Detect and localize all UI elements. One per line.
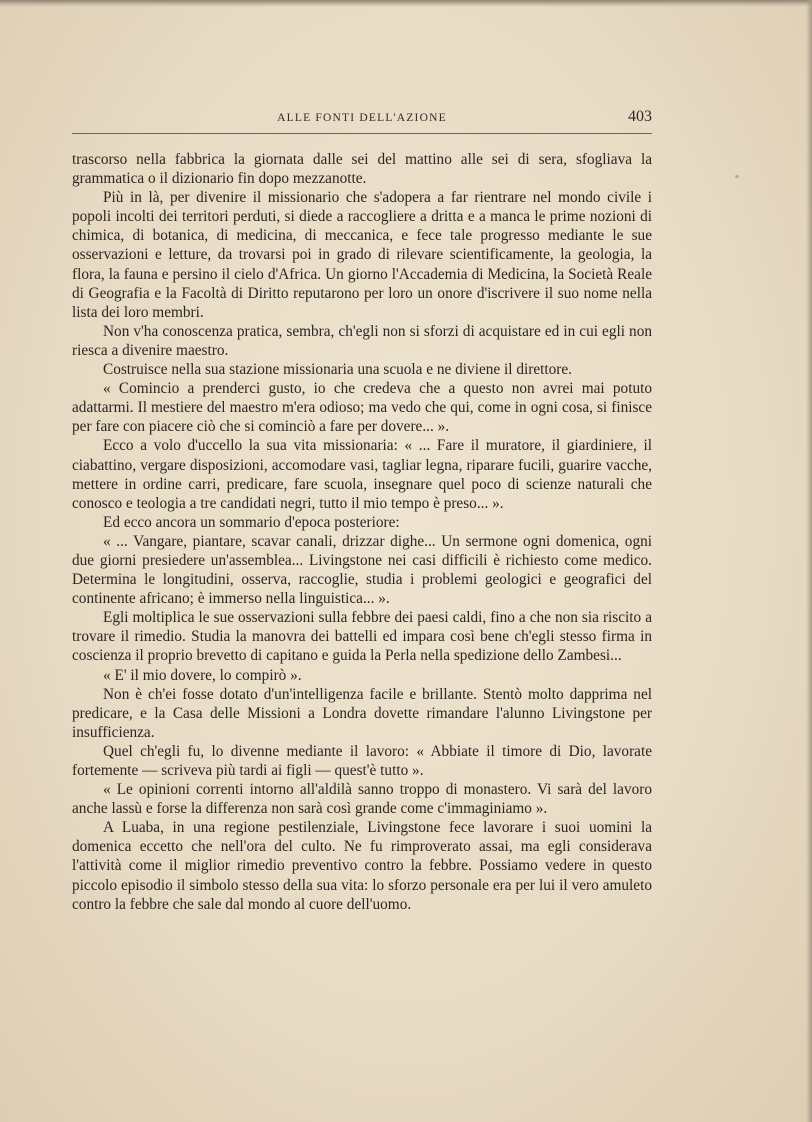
body-text (72, 150, 652, 914)
page-right-edge (806, 0, 812, 1122)
header-rule (72, 133, 652, 134)
paragraph: Ecco a volo d'uccello la sua vita missionaria: « ... Fare il muratore, il giardiniere, il ciabattino, vergare disposizioni, accomodare vasi, tagliar legna, riparare fucili, guarire vacche, mettere in ordine carri, predicare, fare scuola, insegnare quel poco di scienze naturali che conosco e teologia a tre candidati negri, tutto il mio tempo è preso... ». (72, 437, 652, 512)
page-header (72, 108, 652, 130)
paragraph: Costruisce nella sua stazione missionaria una scuola e ne diviene il direttore. (103, 361, 572, 379)
page-top-edge (0, 0, 812, 7)
paragraph: « E' il mio dovere, lo compirò ». (103, 666, 302, 684)
paragraph: Egli moltiplica le sue osservazioni sulla febbre dei paesi caldi, fino a che non sia riscito a trovare il rimedio. Studia la manovra dei battelli ed impara così bene ch'egli stesso firma in coscienza il proprio brevetto di capitano e guida la Perla nella spedizione dello Zambesi... (72, 609, 652, 665)
paragraph: trascorso nella fabbrica la giornata dalle sei del mattino alle sei di sera, sfogliava la grammatica o il dizionario fin dopo mezzanotte. (72, 151, 652, 188)
paragraph: « Le opinioni correnti intorno all'aldilà sanno troppo di monastero. Vi sarà del lavoro anche lassù e forse la differenza non sarà così grande come c'immaginiamo ». (72, 781, 652, 818)
paragraph: Non v'ha conoscenza pratica, sembra, ch'egli non si sforzi di acquistare ed in cui egli non riesca a divenire maestro. (72, 322, 652, 359)
page-number: 403 (628, 108, 652, 125)
paragraph: « ... Vangare, piantare, scavar canali, drizzar dighe... Un sermone ogni domenica, ogni due giorni presiedere un'assemblea... Livingstone nei casi difficili è richiesto come medico. Determina le longitudini, osserva, raccoglie, studia i problemi geologici e geografici del continente africano; è immerso nella linguistica... ». (72, 532, 652, 608)
paragraph: A Luaba, in una regione pestilenziale, Livingstone fece lavorare i suoi uomini la domenica eccetto che nell'ora del culto. Ne fu rimproverato assai, ma egli considerava l'attività come il miglior rimedio preventivo contro la febbre. Possiamo vedere in questo piccolo episodio il simbolo stesso della sua vita: lo sforzo personale era per lui il vero amuleto contro la febbre che sale dal mondo al cuore dell'uomo. (72, 819, 652, 913)
paragraph: Ed ecco ancora un sommario d'epoca posteriore: (103, 513, 400, 531)
running-head: ALLE FONTI DELL'AZIONE (277, 112, 447, 124)
paper-speck (735, 175, 739, 178)
paragraph: Quel ch'egli fu, lo divenne mediante il lavoro: « Abbiate il timore di Dio, lavorate fortemente — scriveva più tardi ai figli — quest'è tutto ». (72, 742, 652, 779)
paragraph: Non è ch'ei fosse dotato d'un'intelligenza facile e brillante. Stentò molto dapprima nel predicare, e la Casa delle Missioni a Londra dovette rimandare l'alunno Livingstone per insufficienza. (72, 685, 652, 741)
paragraph: Più in là, per divenire il missionario che s'adopera a far rientrare nel mondo civile i popoli incolti dei territori perduti, si diede a raccogliere a dritta e a manca le prime nozioni di chimica, di botanica, di medicina, di meccanica, e fece tale progresso mediante le sue osservazioni e letture, da trovarsi poi in grado di rilevare scientificamente, la geologia, la flora, la fauna e persino il cielo d'Africa. Un giorno l'Accademia di Medicina, la Società Reale di Geografia e la Facoltà di Diritto reputarono per loro un onore d'iscrivere il suo nome nella lista dei loro membri. (72, 189, 652, 321)
paragraph: « Comincio a prenderci gusto, io che credeva che a questo non avrei mai potuto adattarmi. Il mestiere del maestro m'era odioso; ma vedo che qui, come in ogni cosa, si finisce per fare con piacere ciò che si cominciò a fare per dovere... ». (72, 380, 652, 436)
